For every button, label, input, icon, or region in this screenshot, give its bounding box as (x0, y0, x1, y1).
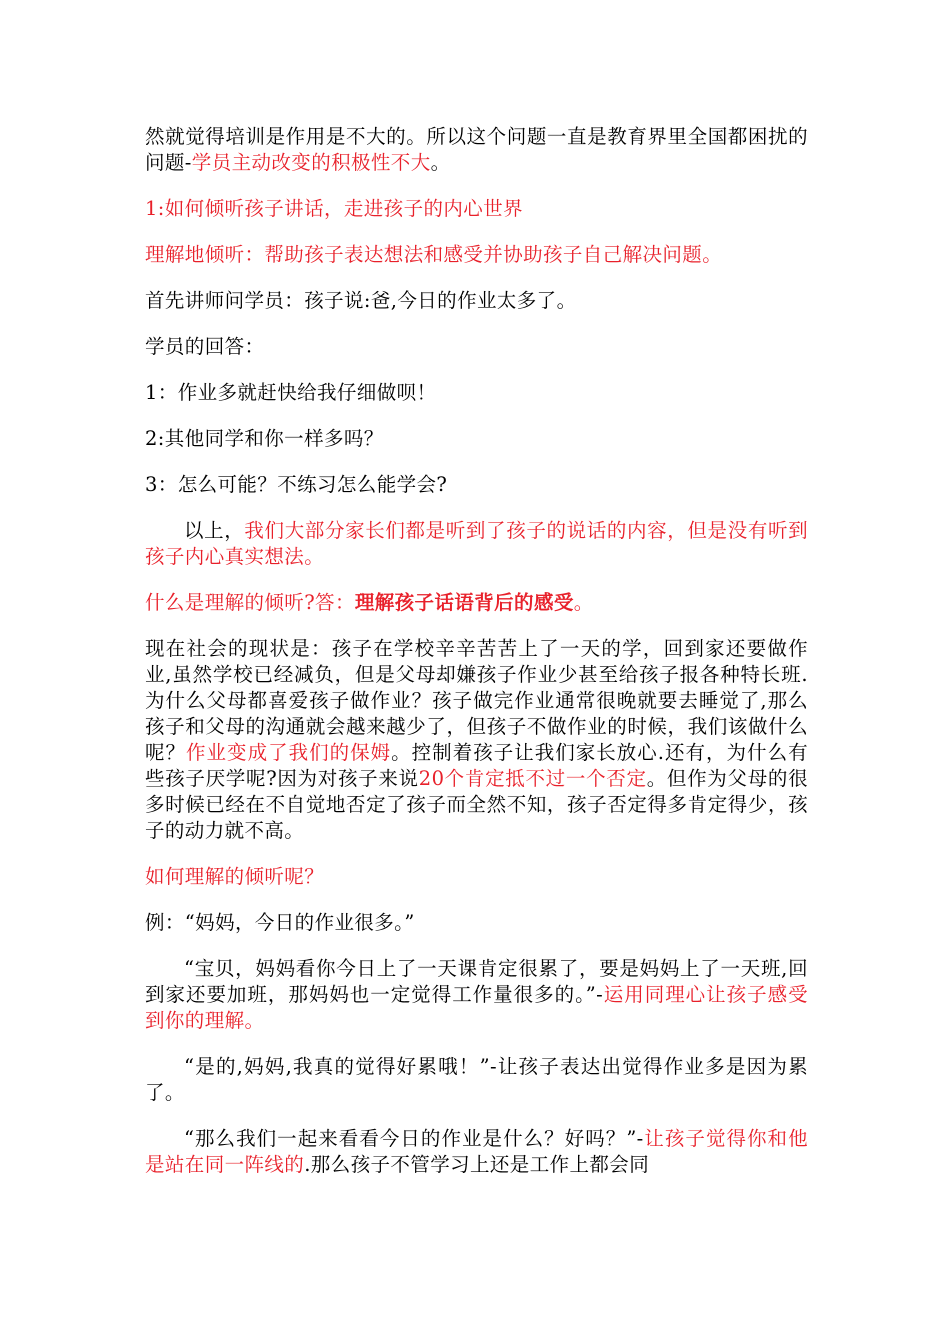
body-text: 3：怎么可能？不练习怎么能学会? (145, 473, 448, 496)
highlighted-text: 我们大部分家长们都是听到了孩子的说话的内容，但是没有听到孩子内心真实想法。 (145, 519, 809, 568)
highlighted-text: 理解地倾听：帮助孩子表达想法和感受并协助孩子自己解决问题。 (145, 243, 723, 266)
highlighted-text: 作业变成了我们的保姆 (186, 741, 392, 764)
body-text: “宝贝，妈妈看你今日上了一天课肯定很累了，要是妈妈上了一天班,回到家还要加班，那妈妈也一定觉得工作量很多的。”- (145, 957, 808, 1006)
paragraph (145, 124, 808, 176)
paragraph (145, 864, 808, 890)
highlighted-text: 如何理解的倾听呢？ (145, 865, 325, 888)
paragraph (145, 288, 808, 314)
paragraph (145, 472, 808, 498)
body-text: “那么我们一起来看看今日的作业是什么？好吗？”- (184, 1127, 644, 1150)
paragraph (145, 910, 808, 936)
body-text: 。但作为父母的很多时候已经在不自觉地否定了孩子而全然不知，孩子否定得多肯定得少，孩子的动力就不高。 (145, 767, 808, 842)
body-text: 。 (430, 151, 451, 174)
highlighted-text: 学员主动改变的积极性不大 (191, 151, 431, 174)
body-text: 首先讲师问学员：孩子说:爸,今日的作业太多了。 (145, 289, 577, 312)
paragraph (145, 1126, 808, 1178)
paragraph (145, 334, 808, 360)
body-text: 例：“妈妈，今日的作业很多。” (145, 911, 415, 934)
paragraph (145, 956, 808, 1034)
highlighted-text: 1:如何倾听孩子讲话，走进孩子的内心世界 (145, 197, 523, 220)
highlighted-text: 理解孩子话语背后的感受 (354, 591, 574, 614)
paragraph (145, 380, 808, 406)
paragraph (145, 1054, 808, 1106)
highlighted-text: 什么是理解的倾听?答： (145, 591, 355, 614)
document-body (145, 124, 808, 1178)
paragraph (145, 590, 808, 616)
paragraph (145, 196, 808, 222)
body-text: 然就觉得培训是作用是不大的。所以这个问题一直是教育界里全国都困扰的问题- (145, 125, 808, 174)
paragraph (145, 242, 808, 268)
body-text: “是的,妈妈,我真的觉得好累哦！”-让孩子表达出觉得作业多是因为累了。 (145, 1055, 808, 1104)
body-text: 。控制着孩子让我们家长放心.还有，为什么有些孩子厌学呢?因为对孩子来说 (145, 741, 808, 790)
body-text: 现在社会的现状是：孩子在学校辛辛苦苦上了一天的学，回到家还要做作业,虽然学校已经减负，但是父母却嫌孩子作业少甚至给孩子报各种特长班.为什么父母都喜爱孩子做作业？孩子做完作业通常很晚就要去睡觉了,那么孩子和父母的沟通就会越来越少了，但孩子不做作业的时候，我们该做什么呢？ (145, 637, 808, 764)
highlighted-text: 20个肯定抵不过一个否定 (418, 767, 647, 790)
paragraph (145, 518, 808, 570)
highlighted-text: 运用同理心让孩子感受到你的理解。 (145, 983, 808, 1032)
body-text: 以上， (184, 519, 245, 542)
paragraph (145, 426, 808, 452)
body-text: .那么孩子不管学习上还是工作上都会同 (304, 1153, 650, 1176)
highlighted-text: 让孩子觉得你和他是站在同一阵线的 (145, 1127, 808, 1176)
body-text: 学员的回答： (145, 335, 265, 358)
highlighted-text: 。 (573, 591, 594, 614)
body-text: 2:其他同学和你一样多吗？ (145, 427, 384, 450)
paragraph (145, 636, 808, 844)
body-text: 1：作业多就赶快给我仔细做呗！ (145, 381, 437, 404)
